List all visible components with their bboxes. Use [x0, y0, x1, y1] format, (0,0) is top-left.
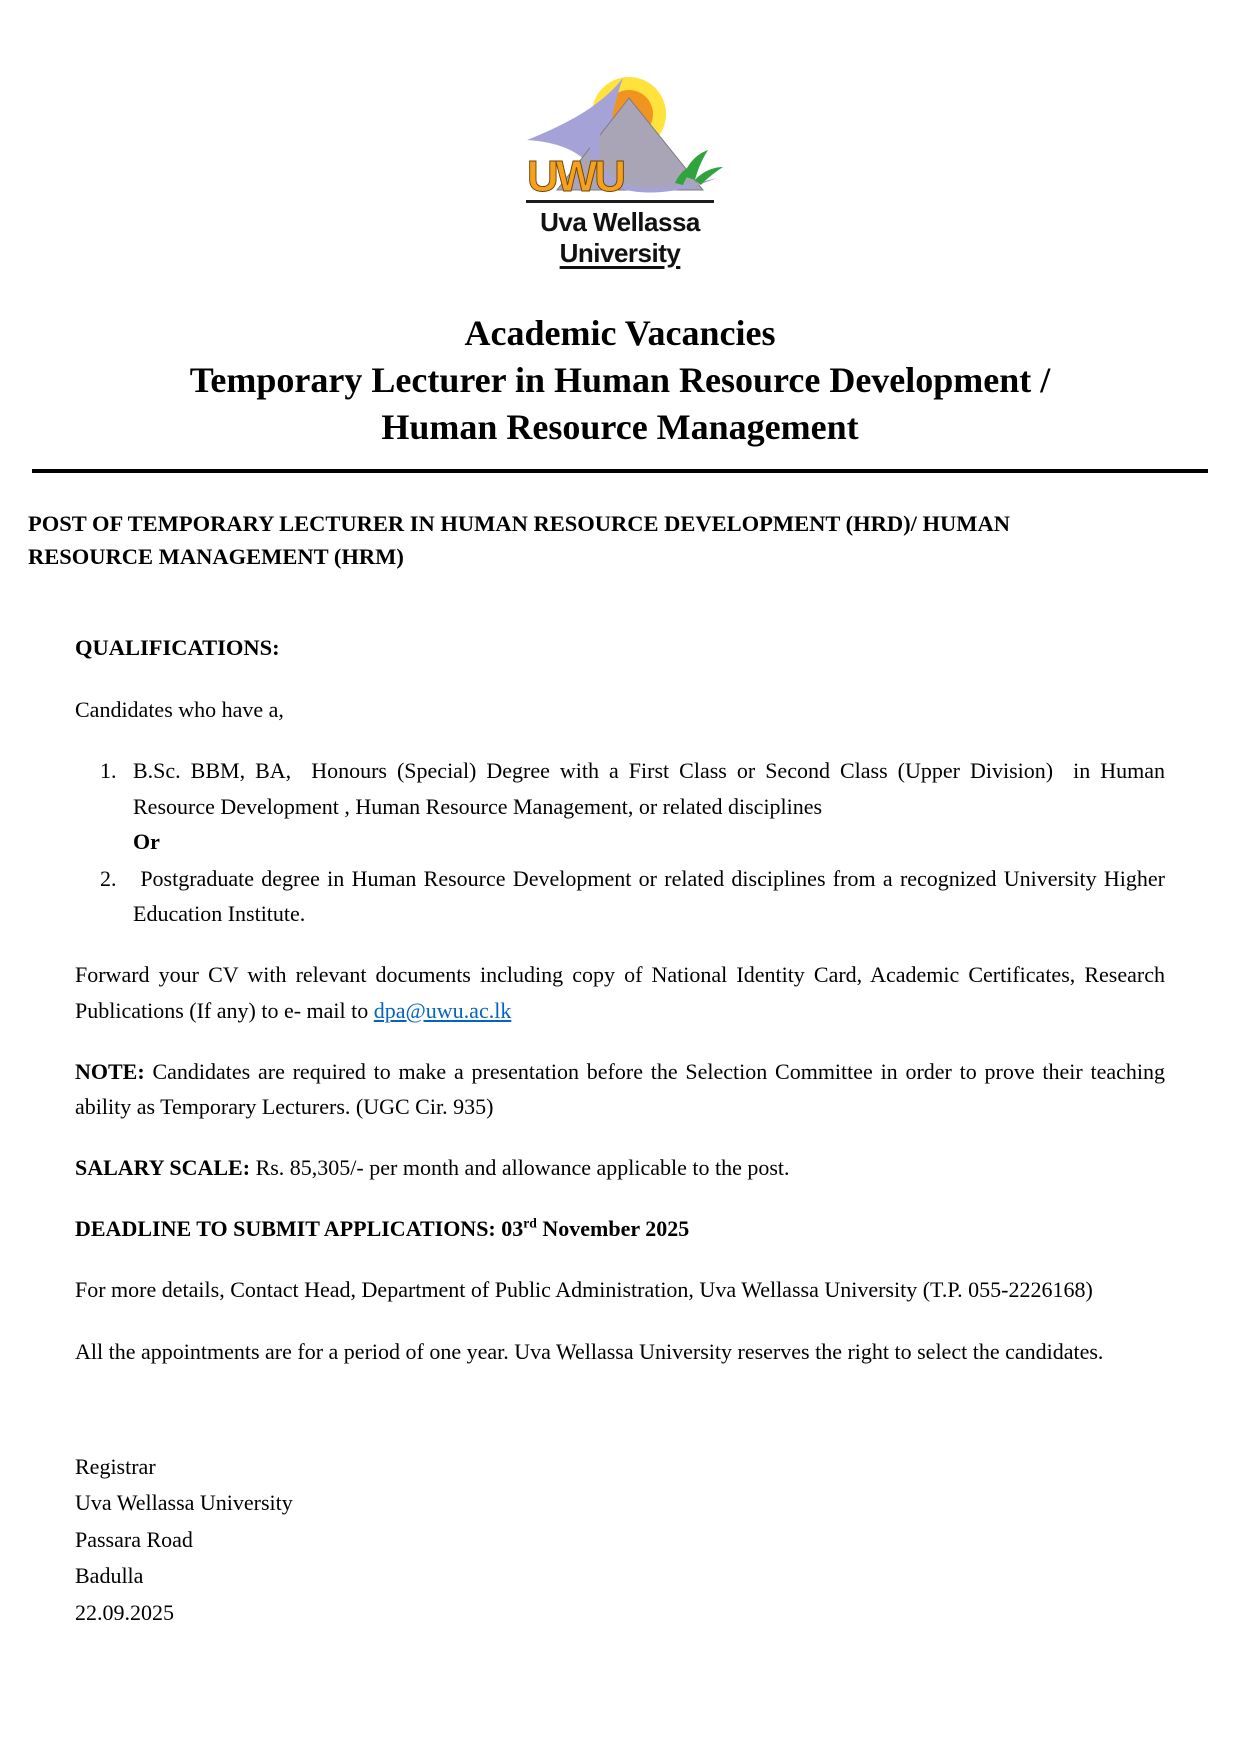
- qualification-item-2-body: Postgraduate degree in Human Resource Development or related disciplines from a recognized University Higher Education Institute.: [133, 865, 1171, 927]
- signature-university: Uva Wellassa University: [75, 1490, 293, 1516]
- note-label: NOTE:: [75, 1058, 145, 1084]
- logo-divider: [526, 200, 714, 203]
- note-text: Candidates are required to make a presentation before the Selection Committee in order to prove their teaching ability as Temporary Lecturers. (UGC Cir. 935): [75, 1058, 1171, 1119]
- forward-cv-text: Forward your CV with relevant documents including copy of National Identity Card, Academic Certificates, Research Publications (If any) to e- mail to: [75, 962, 1171, 1023]
- deadline-ordinal: rd: [523, 1215, 537, 1231]
- list-number: 1.: [100, 758, 117, 784]
- document-title: [0, 310, 1240, 450]
- signature-city: Badulla: [75, 1563, 144, 1589]
- title-line-2: Temporary Lecturer in Human Resource Development /: [189, 360, 1051, 401]
- salary-label: SALARY SCALE:: [75, 1155, 251, 1181]
- grass-leaf-icon: [695, 167, 723, 185]
- qualification-item-1-body: B.Sc. BBM, BA, Honours (Special) Degree with a First Class or Second Class (Upper Division) in Human Resource Development , Human Resource Management, or related disciplines: [133, 758, 1171, 819]
- salary-text: Rs. 85,305/- per month and allowance applicable to the post.: [250, 1155, 790, 1181]
- signature-role: Registrar: [75, 1453, 156, 1479]
- note-paragraph: [75, 1054, 1171, 1124]
- forward-cv-paragraph: [75, 957, 1171, 1027]
- document-body: [75, 630, 1171, 1631]
- deadline-label: DEADLINE TO SUBMIT APPLICATIONS: 03: [75, 1216, 524, 1242]
- qualification-item-1-text: [133, 753, 1171, 859]
- qualification-item-2-text: [133, 861, 1171, 931]
- logo-name-line1: Uva Wellassa: [540, 207, 700, 237]
- contact-paragraph: For more details, Contact Head, Department of Public Administration, Uva Wellassa University (T.P. 055-2226168): [75, 1277, 1093, 1303]
- deadline-date: November 2025: [536, 1216, 690, 1242]
- signature-date: 22.09.2025: [75, 1599, 174, 1625]
- title-rule: [32, 469, 1208, 473]
- appointments-paragraph: All the appointments are for a period of one year. Uva Wellassa University reserves the right to select the candidates.: [75, 1338, 1104, 1364]
- qualifications-list: [100, 753, 1171, 931]
- signature-block: [75, 1449, 1165, 1632]
- signature-street: Passara Road: [75, 1526, 193, 1552]
- qualification-item-2: [100, 861, 1171, 931]
- or-separator: Or: [133, 828, 160, 854]
- email-link[interactable]: dpa@uwu.ac.lk: [373, 997, 512, 1023]
- qualifications-heading: QUALIFICATIONS:: [75, 635, 280, 661]
- post-heading: POST OF TEMPORARY LECTURER IN HUMAN RESOURCE DEVELOPMENT (HRD)/ HUMAN RESOURCE MANAGEMENT (HRM): [28, 510, 1010, 570]
- university-logo-icon: [505, 72, 735, 198]
- university-logo: [495, 72, 745, 268]
- title-line-1: Academic Vacancies: [464, 313, 776, 354]
- title-line-3: Human Resource Management: [381, 406, 859, 447]
- salary-paragraph: [75, 1150, 1165, 1185]
- logo-name-line2: University: [559, 237, 681, 268]
- deadline-paragraph: [75, 1211, 1165, 1246]
- list-number: 2.: [100, 865, 117, 891]
- qualifications-intro: Candidates who have a,: [75, 697, 284, 723]
- qualification-item-1: [100, 753, 1171, 859]
- logo-acronym: UWU: [527, 152, 624, 198]
